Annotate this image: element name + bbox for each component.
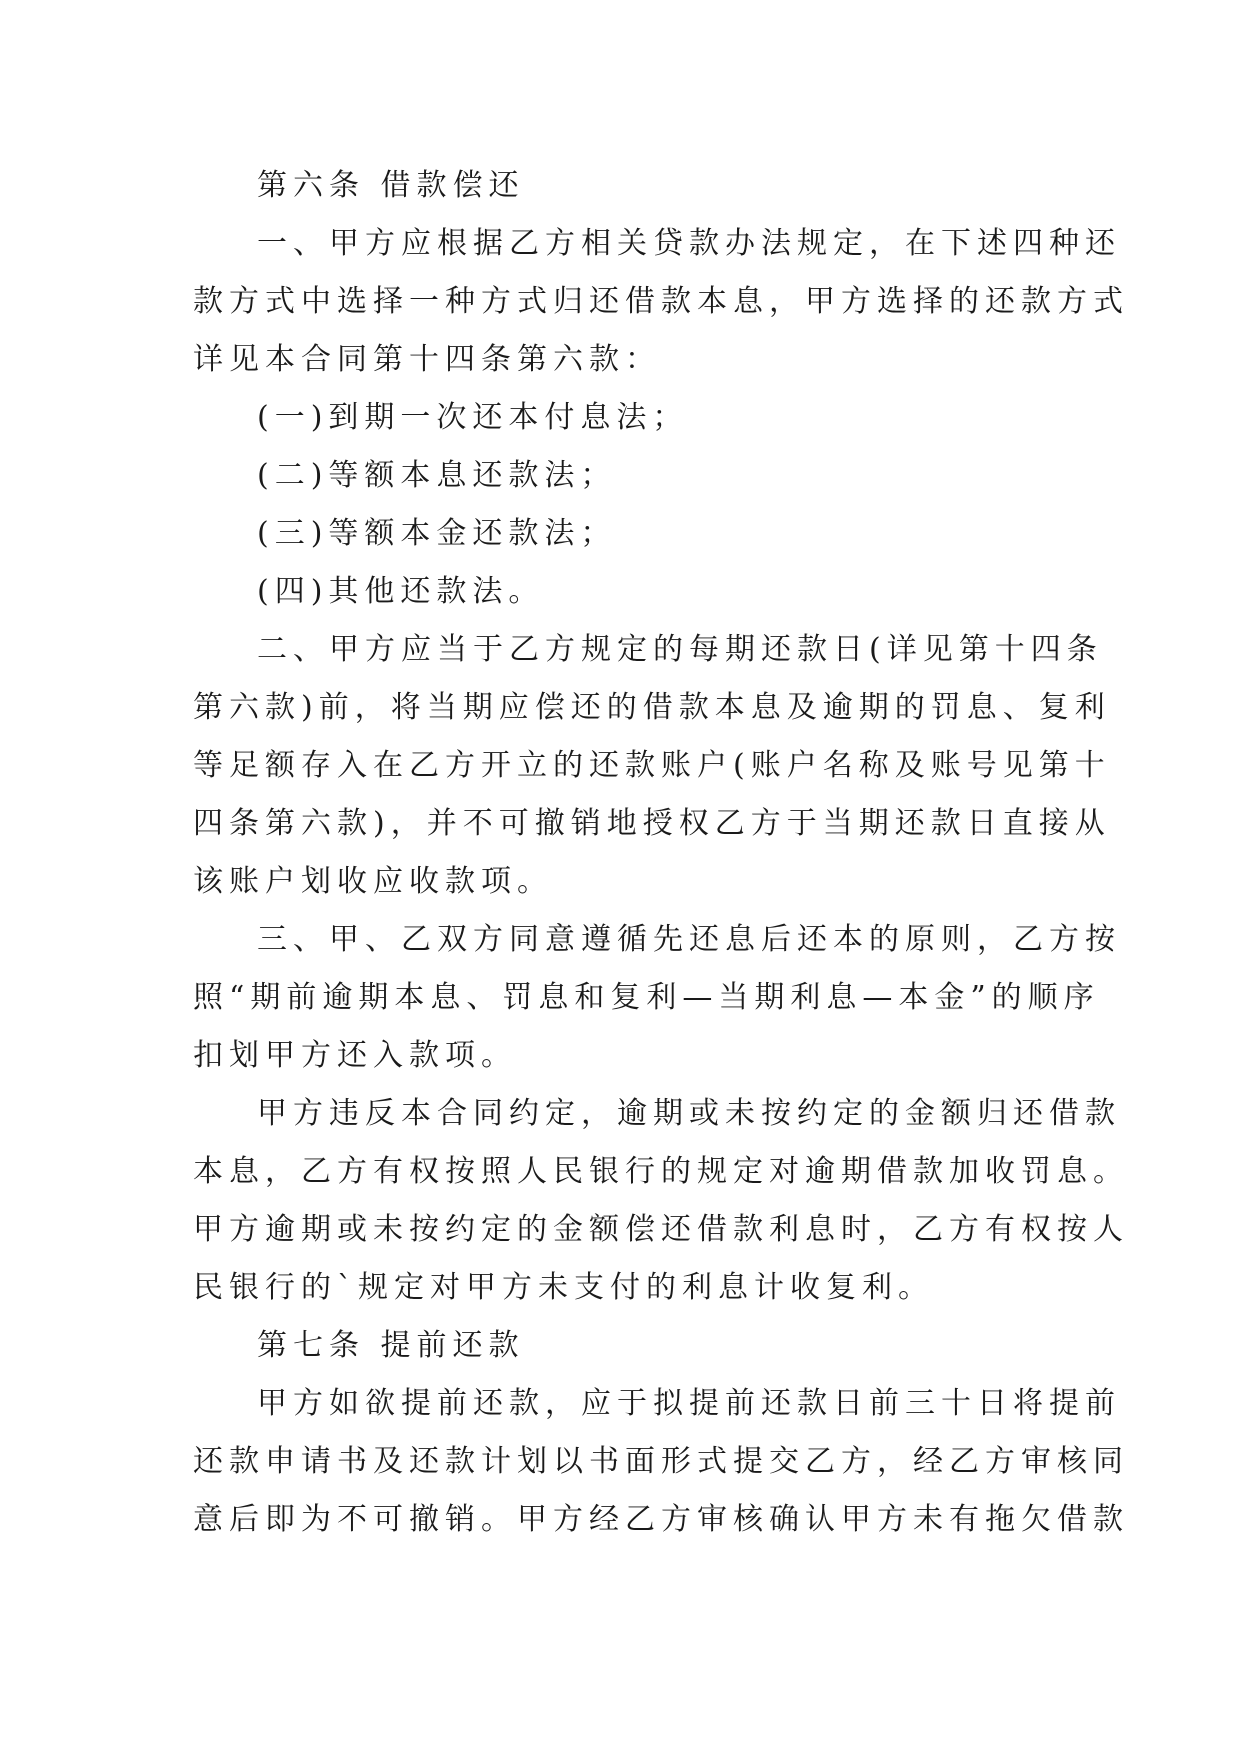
paragraph-line: 四条第六款)，并不可撤销地授权乙方于当期还款日直接从 [193, 806, 1111, 841]
paragraph-line: 甲方违反本合同约定，逾期或未按约定的金额归还借款 [257, 1096, 1121, 1131]
paragraph-line: 三、甲、乙双方同意遵循先还息后还本的原则，乙方按 [257, 922, 1121, 957]
repayment-method-1: (一)到期一次还本付息法； [257, 400, 689, 435]
repayment-method-4: (四)其他还款法。 [257, 574, 545, 609]
article7-heading: 第七条 提前还款 [257, 1328, 525, 1363]
paragraph-line: 款方式中选择一种方式归还借款本息，甲方选择的还款方式 [193, 284, 1129, 319]
paragraph-line: 该账户划收应收款项。 [193, 864, 553, 899]
paragraph-line: 本息，乙方有权按照人民银行的规定对逾期借款加收罚息。 [193, 1154, 1129, 1189]
paragraph-line: 民银行的`规定对甲方未支付的利息计收复利。 [193, 1270, 934, 1305]
repayment-method-3: (三)等额本金还款法； [257, 516, 617, 551]
repayment-method-2: (二)等额本息还款法； [257, 458, 617, 493]
paragraph-line: 扣划甲方还入款项。 [193, 1038, 517, 1073]
paragraph-line: 第六款)前，将当期应偿还的借款本息及逾期的罚息、复利 [193, 690, 1111, 725]
paragraph-line: 详见本合同第十四条第六款： [193, 342, 661, 377]
paragraph-line: 等足额存入在乙方开立的还款账户(账户名称及账号见第十 [193, 748, 1111, 783]
paragraph-line: 二、甲方应当于乙方规定的每期还款日(详见第十四条 [257, 632, 1103, 667]
article6-heading: 第六条 借款偿还 [257, 168, 525, 203]
paragraph-line: 甲方如欲提前还款，应于拟提前还款日前三十日将提前 [257, 1386, 1121, 1421]
paragraph-line: 意后即为不可撤销。甲方经乙方审核确认甲方未有拖欠借款 [193, 1502, 1129, 1537]
paragraph-line: 甲方逾期或未按约定的金额偿还借款利息时，乙方有权按人 [193, 1212, 1129, 1247]
paragraph-line: 还款申请书及还款计划以书面形式提交乙方，经乙方审核同 [193, 1444, 1129, 1479]
paragraph-line: 照“期前逾期本息、罚息和复利—当期利息—本金”的顺序 [193, 980, 1100, 1015]
paragraph-line: 一、甲方应根据乙方相关贷款办法规定，在下述四种还 [257, 226, 1121, 261]
